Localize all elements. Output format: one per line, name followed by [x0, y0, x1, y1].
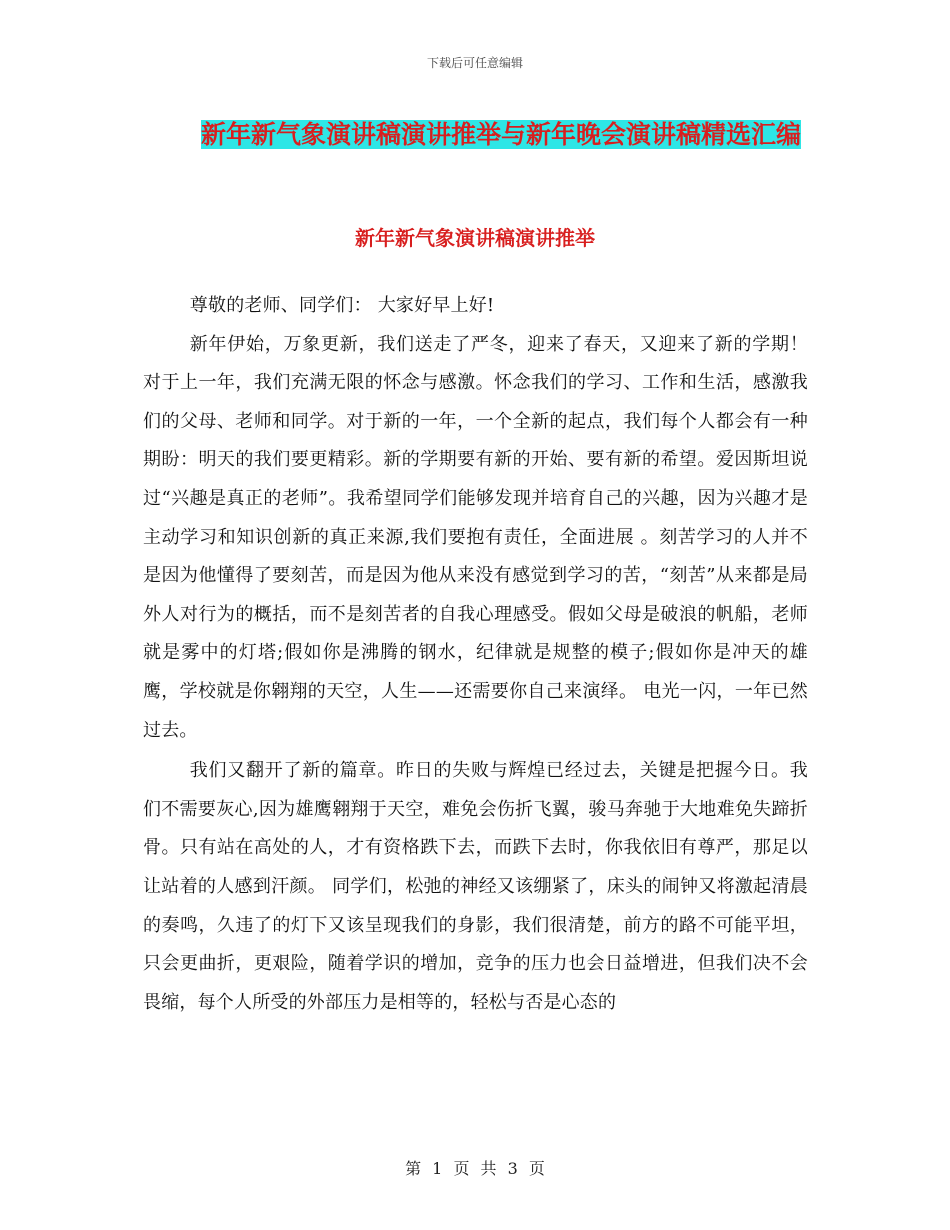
- paragraph-new-year: 新年伊始，万象更新，我们送走了严冬，迎来了春天，又迎来了新的学期！对于上一年，我们充满无限的怀念与感激。怀念我们的学习、工作和生活，感激我们的父母、老师和同学。对于新的一年，一个全新的起点，我们每个人都会有一种期盼：明天的我们要更精彩。新的学期要有新的开始、要有新的希望。爱因斯坦说过“兴趣是真正的老师”。我希望同学们能够发现并培育自己的兴趣，因为兴趣才是主动学习和知识创新的真正来源,我们要抱有责任，全面进展 。刻苦学习的人并不是因为他懂得了要刻苦，而是因为他从来没有感觉到学习的苦，“刻苦”从来都是局外人对行为的概括，而不是刻苦者的自我心理感受。假如父母是破浪的帆船，老师就是雾中的灯塔;假如你是沸腾的钢水，纪律就是规整的模子;假如你是冲天的雄鹰，学校就是你翱翔的天空，人生——还需要你自己来演绎。 电光一闪，一年已然过去。: [143, 333, 808, 741]
- document-main-title: [190, 112, 812, 158]
- paragraph-new-chapter: 我们又翻开了新的篇章。昨日的失败与辉煌已经过去，关键是把握今日。我们不需要灰心,因为雄鹰翱翔于天空，难免会伤折飞翼，骏马奔驰于大地难免失蹄折骨。只有站在高处的人，才有资格跌下去，而跌下去时，你我依旧有尊严，那足以让站着的人感到汗颜。 同学们，松弛的神经又该绷紧了，床头的闹钟又将激起清晨的奏鸣，久违了的灯下又该呈现我们的身影，我们很清楚，前方的路不可能平坦，只会更曲折，更艰险，随着学识的增加，竞争的压力也会日益增进，但我们决不会畏缩，每个人所受的外部压力是相等的，轻松与否是心态的: [143, 760, 808, 1013]
- paragraph-greeting: 尊敬的老师、同学们： 大家好早上好!: [189, 295, 495, 316]
- page-header-note: 下载后可任意编辑: [426, 56, 523, 70]
- section-title: 新年新气象演讲稿演讲推举: [355, 226, 595, 250]
- highlighted-title-text: 新年新气象演讲稿演讲推举与新年晚会演讲稿精选汇编: [200, 120, 801, 149]
- document-body: [143, 287, 808, 1022]
- page-number-footer: 第 1 页 共 3 页: [405, 1159, 545, 1178]
